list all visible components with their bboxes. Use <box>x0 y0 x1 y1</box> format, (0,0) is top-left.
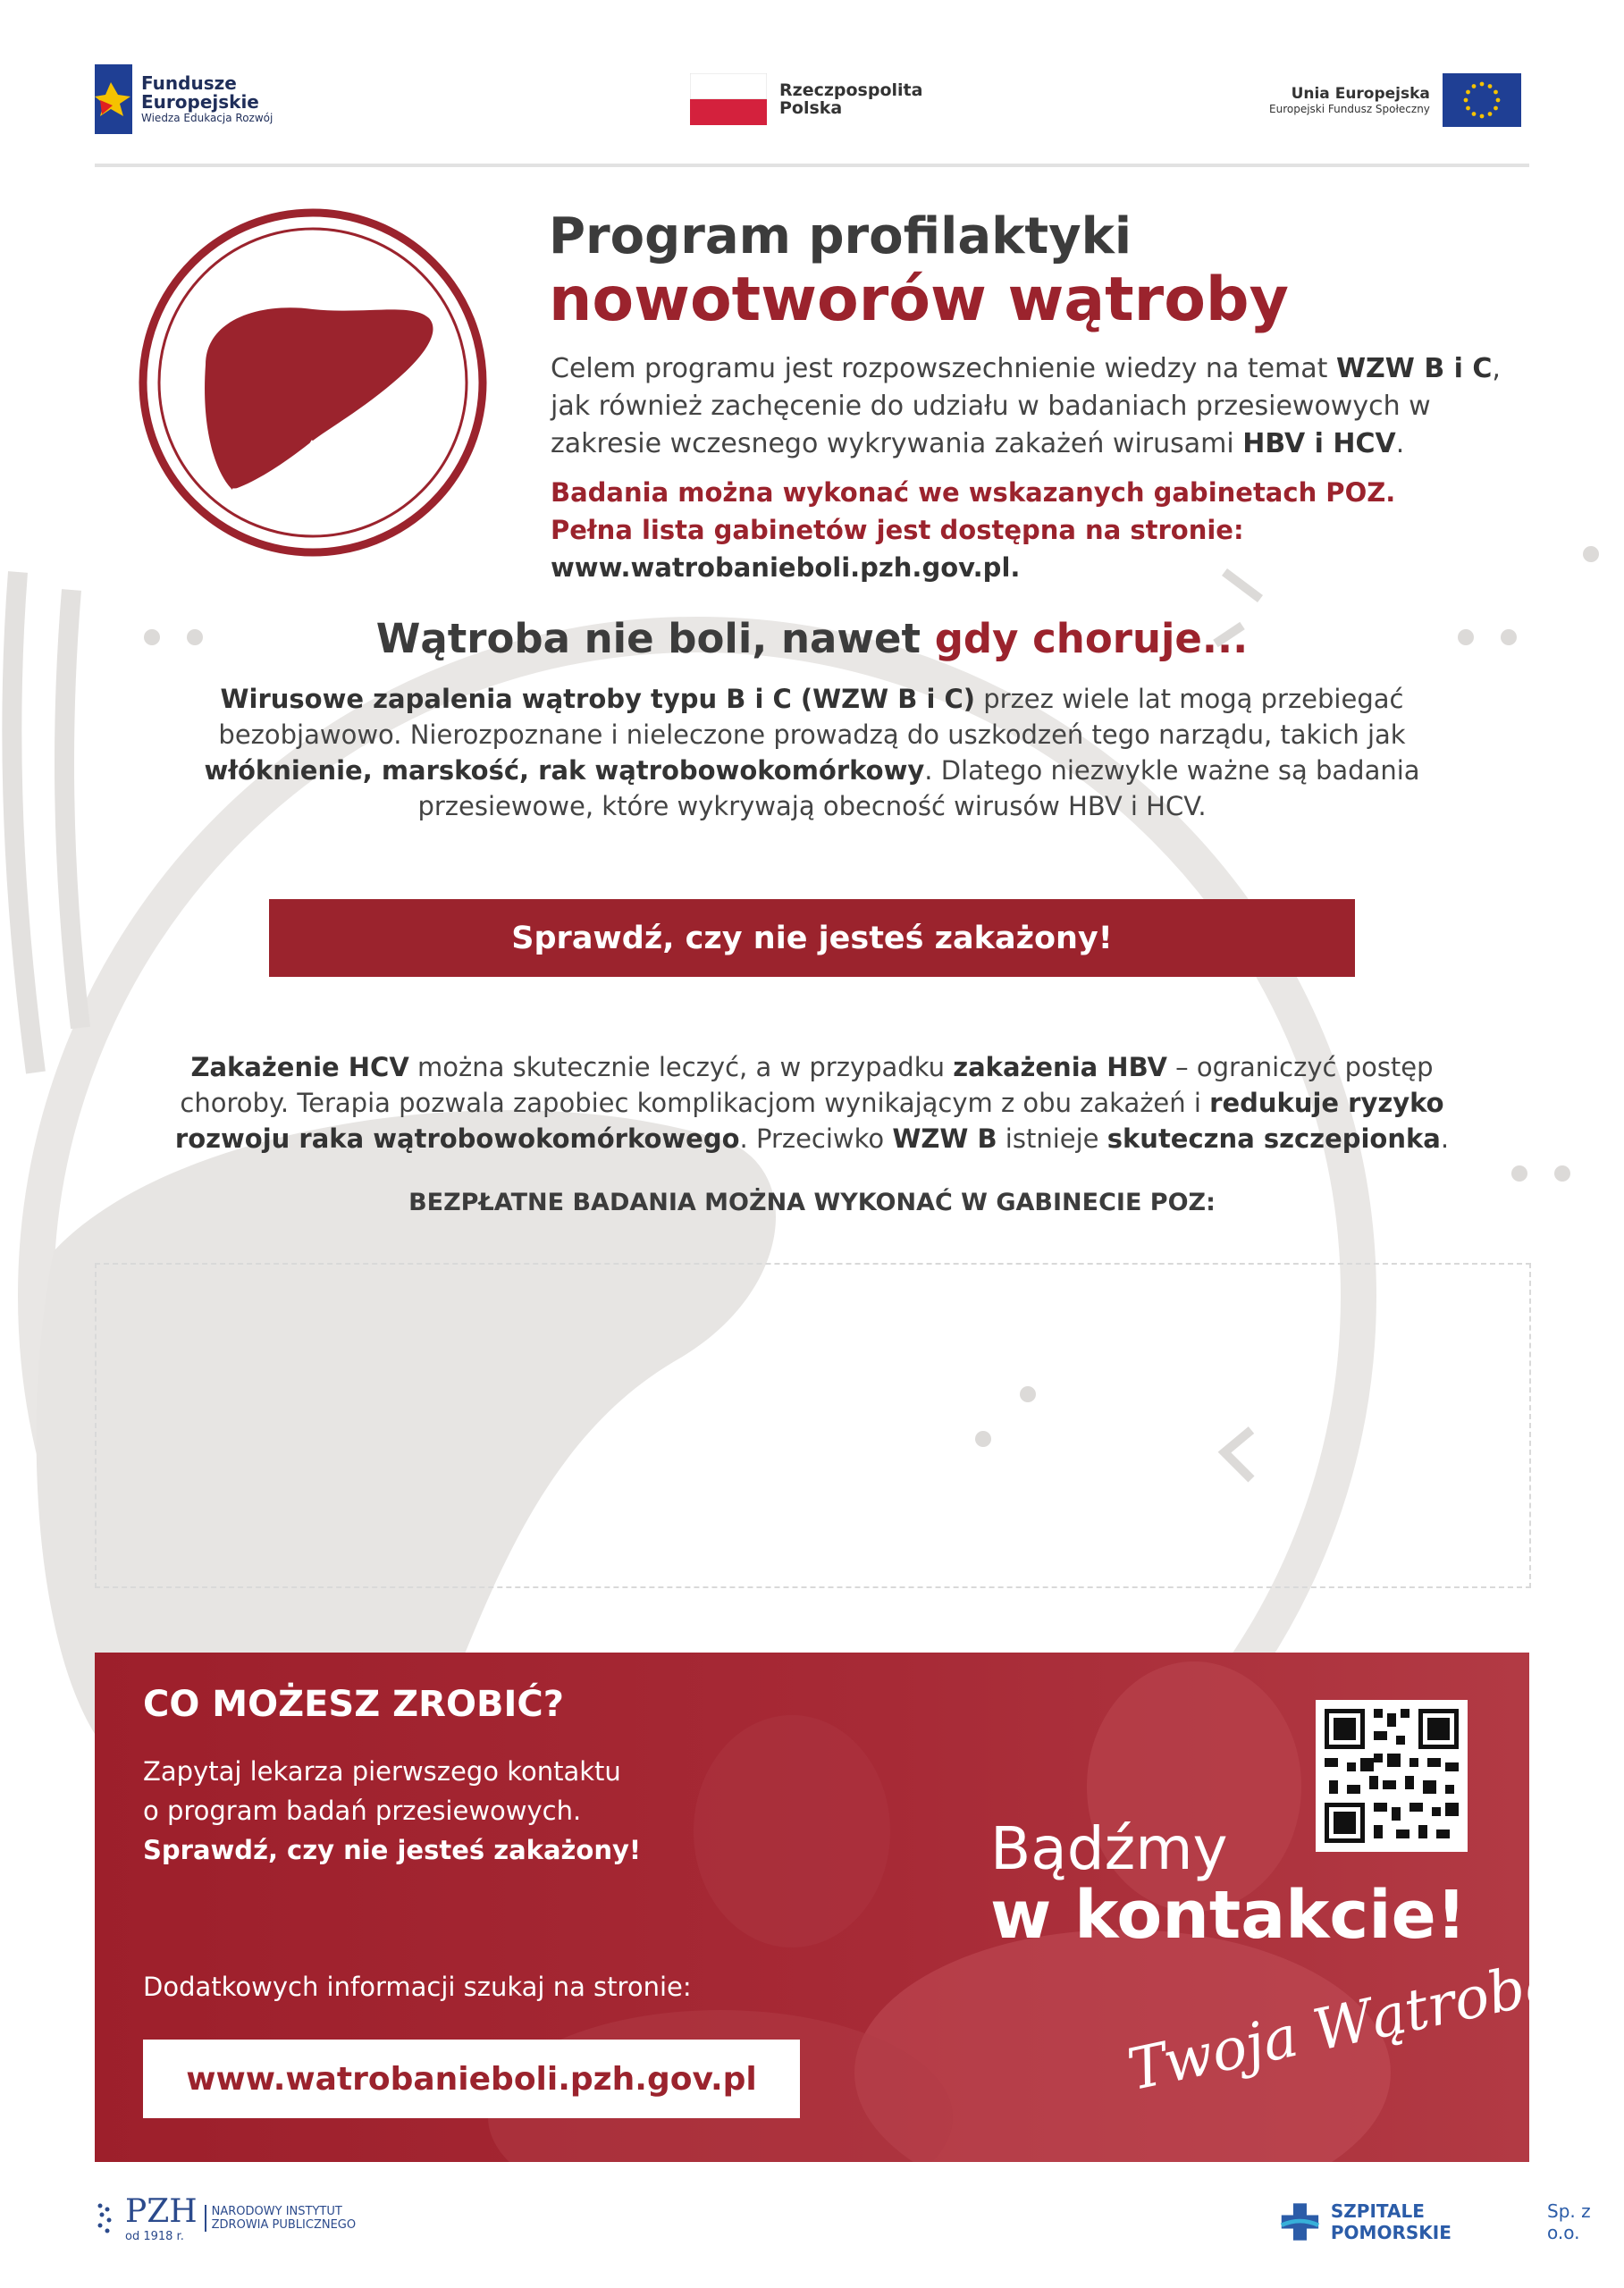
para1-text: . Dlatego niezwykle ważne są badania przesiewowe, które wykrywają obecność wirusów HBV i HCV. <box>417 755 1420 821</box>
rp-logo <box>690 73 922 125</box>
intro-red-line2: Pełna lista gabinetów jest dostępna na stronie: <box>551 515 1244 545</box>
t-bold: zakażenia HBV <box>953 1052 1167 1082</box>
intro-wzw: WZW B i C <box>1335 353 1493 384</box>
szp-suffix: Sp. z o.o. <box>1547 2200 1591 2243</box>
cta-banner: Sprawdź, czy nie jesteś zakażony! <box>269 899 1355 977</box>
liver-icon <box>134 204 492 561</box>
hbv-hcv-paragraph <box>161 681 1463 824</box>
header-divider <box>95 164 1529 167</box>
polish-flag-icon <box>690 73 767 125</box>
panel-text <box>143 1752 697 1870</box>
intro-text: , jak również zachęcenie do udziału w badaniach przesiewowych w zakresie wczesnego wykrywania zakażeń wirusami <box>551 353 1501 459</box>
t-text: istnieje <box>997 1123 1107 1154</box>
para1-text: przez wiele lat mogą przebiegać bezobjawowo. Nierozpoznane i nieleczone prowadzą do uszkodzeń tego narządu, takich jak <box>218 684 1406 750</box>
t-bold: skuteczna szczepionka <box>1107 1123 1441 1154</box>
intro-text: . <box>1395 428 1405 459</box>
para1-bold: Wirusowe zapalenia wątroby typu B i C (WZW B i C) <box>220 684 976 714</box>
contact-line1: Bądźmy <box>990 1814 1228 1883</box>
t-text: . Przeciwko <box>739 1123 893 1154</box>
section-heading-b: gdy choruje... <box>934 615 1249 662</box>
intro-hbv-hcv: HBV i HCV <box>1242 428 1396 459</box>
ue-sub: Europejski Fundusz Społeczny <box>1269 103 1430 115</box>
t-bold: WZW B <box>892 1123 997 1154</box>
eu-flag-icon <box>1443 73 1521 127</box>
panel-line3 <box>143 1830 697 1870</box>
para1-bold: włóknienie, marskość, rak wątrobowokomórkowy <box>204 755 925 786</box>
eu-funds-icon <box>95 64 132 134</box>
pzh-logo <box>95 2193 356 2243</box>
page-title-line1: Program profilaktyki <box>549 207 1132 265</box>
rp-line2: Polska <box>779 98 843 118</box>
panel-line3-bold: Sprawdź, czy nie jesteś zakażony! <box>143 1835 642 1865</box>
section-heading-a: Wątroba nie boli, nawet <box>375 615 935 662</box>
website-link[interactable] <box>143 2040 800 2118</box>
pzh-wordmark: PZH <box>125 2193 198 2230</box>
page-title-line2: nowotworów wątroby <box>549 265 1289 335</box>
intro-paragraph <box>551 350 1516 463</box>
pzh-since: od 1918 r. <box>125 2230 184 2243</box>
szpitale-pomorskie-logo <box>1278 2199 1624 2245</box>
intro-text: Celem programu jest rozpowszechnienie wiedzy na temat <box>551 353 1336 384</box>
eu-funds-line1: Fundusze <box>141 72 237 94</box>
contact-line2: w kontakcie! <box>990 1877 1467 1954</box>
szpitale-cross-icon <box>1278 2199 1322 2245</box>
ue-title: Unia Europejska <box>1291 85 1430 103</box>
eu-logo <box>1269 73 1521 127</box>
pzh-line1: NARODOWY INSTYTUT <box>211 2205 342 2218</box>
dna-icon <box>95 2200 118 2236</box>
t-bold: Zakażenie HCV <box>190 1052 409 1082</box>
website-url[interactable]: www.watrobanieboli.pzh.gov.pl <box>186 2060 757 2098</box>
section-heading <box>0 615 1624 662</box>
panel-line1: Zapytaj lekarza pierwszego kontaktu <box>143 1756 621 1787</box>
intro-url[interactable]: www.watrobanieboli.pzh.gov.pl. <box>551 552 1021 583</box>
intro-red-line1: Badania można wykonać we wskazanych gabinetach POZ. <box>551 477 1396 508</box>
eu-funds-logo <box>95 64 273 134</box>
free-tests-heading: BEZPŁATNE BADANIA MOŻNA WYKONAĆ W GABINECIE POZ: <box>408 1189 1216 1216</box>
rp-line1: Rzeczpospolita <box>779 80 923 100</box>
qr-code-icon <box>1316 1700 1468 1852</box>
eu-funds-sub: Wiedza Edukacja Rozwój <box>141 112 273 124</box>
t-text: – ograniczyć postęp choroby. Terapia pozwala zapobiec komplikacjom wynikającym z obu zakażeń i <box>180 1052 1434 1118</box>
pzh-line2: ZDROWIA PUBLICZNEGO <box>211 2218 357 2232</box>
panel-heading: CO MOŻESZ ZROBIĆ? <box>143 1684 564 1725</box>
qr-code[interactable] <box>1316 1700 1468 1852</box>
signature-script: Twoja Wątroba <box>1122 1947 1565 2105</box>
panel-info: Dodatkowych informacji szukaj na stronie: <box>143 1972 692 2002</box>
clinic-stamp-area <box>95 1263 1531 1588</box>
szp-name: SZPITALE POMORSKIE <box>1330 2200 1452 2243</box>
panel-line2: o program badań przesiewowych. <box>143 1796 582 1826</box>
intro-highlight <box>551 474 1516 586</box>
t-bold: redukuje ryzyko rozwoju raka wątrobowokomórkowego <box>174 1088 1444 1154</box>
t-text: można skutecznie leczyć, a w przypadku <box>408 1052 954 1082</box>
treatment-paragraph <box>161 1049 1463 1157</box>
eu-funds-line2: Europejskie <box>141 91 259 113</box>
t-text: . <box>1440 1123 1450 1154</box>
